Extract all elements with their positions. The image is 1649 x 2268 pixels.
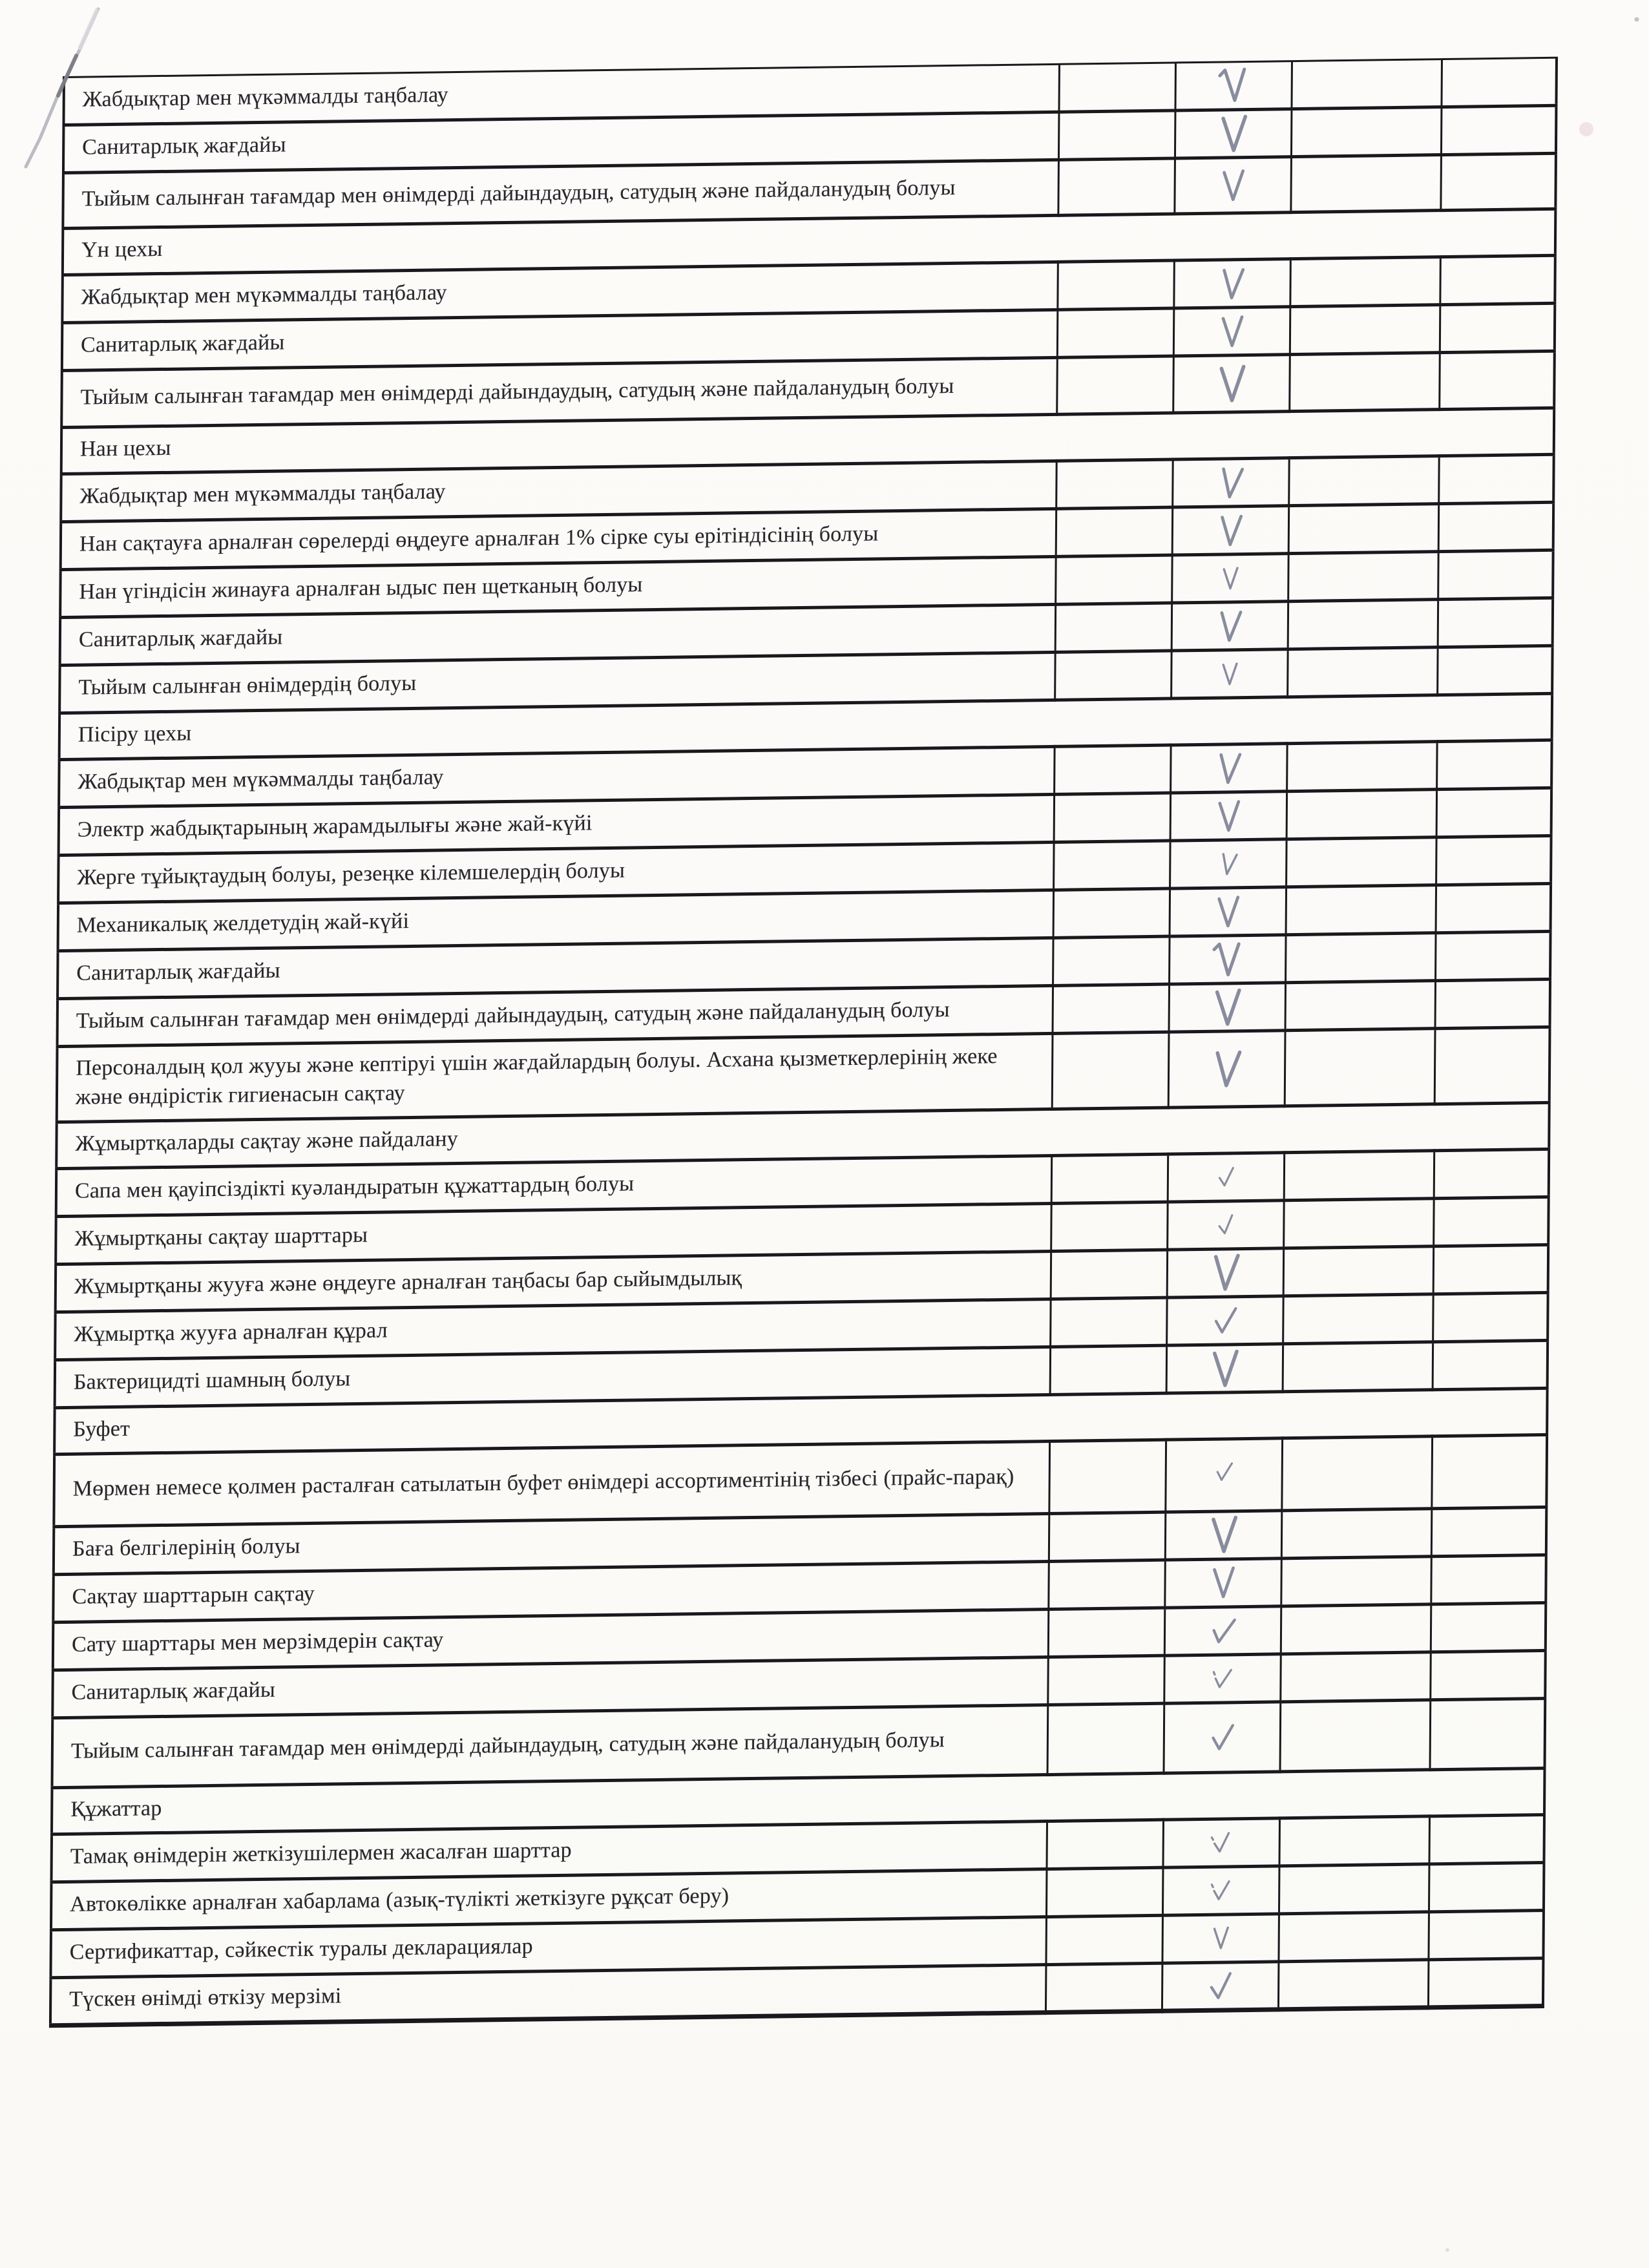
empty-cell [1283,1246,1434,1296]
checkmark-icon [1211,1831,1232,1855]
check-cell [1166,1344,1283,1393]
empty-cell [1436,740,1552,789]
empty-cell [1286,885,1436,935]
empty-cell [1440,303,1555,352]
empty-cell [1055,603,1172,652]
check-cell [1165,1438,1282,1512]
checkmark-icon [1213,1459,1235,1484]
empty-cell [1053,841,1170,890]
pen-stroke-highlight [80,10,97,48]
checkmark-icon [1216,1165,1236,1188]
empty-cell [1046,1820,1163,1869]
empty-cell [1288,504,1439,554]
section-title: Үн цехы [81,237,163,262]
check-cell [1167,1248,1284,1297]
check-cell [1173,355,1290,413]
check-cell [1162,1914,1279,1963]
check-cell [1171,649,1288,698]
empty-cell [1287,742,1437,792]
item-label: Сақтау шарттарын сақтау [72,1581,315,1609]
empty-cell [1291,59,1442,109]
section-title: Құжаттар [70,1796,162,1822]
empty-cell [1055,651,1171,700]
check-cell [1167,1201,1284,1250]
item-label: Жұмыртқаны сақтау шарттары [74,1223,368,1251]
checkmark-icon [1206,1969,1234,2002]
empty-cell [1288,600,1438,649]
check-cell [1164,1654,1281,1703]
section-title: Жұмыртқаларды сақтау және пайдалану [75,1126,459,1156]
empty-cell [1279,1864,1429,1914]
empty-cell [1439,351,1555,409]
empty-cell [1053,936,1170,985]
checkmark-icon [1205,1513,1241,1557]
dust-speck [1635,17,1639,22]
empty-cell [1437,646,1553,695]
check-cell [1165,1511,1282,1560]
empty-cell [1058,158,1175,215]
item-label: Нан үгіндісін жинауға арналған ыдыс пен щетканың болуы [79,572,643,604]
empty-cell [1433,1244,1549,1294]
empty-cell [1438,454,1554,503]
checkmark-icon [1207,1047,1246,1091]
empty-cell [1058,63,1175,112]
checkmark-icon [1214,512,1246,549]
checkmark-icon [1213,463,1248,502]
check-cell [1171,602,1288,651]
item-label: Сату шарттары мен мерзімдерін сақтау [71,1628,444,1657]
dust-speck [1445,2248,1449,2252]
checkmark-icon [1219,565,1241,591]
empty-cell [1056,507,1173,556]
section-title: Пісіру цехы [78,721,192,747]
empty-cell [1431,1507,1547,1556]
check-cell [1162,1962,1279,2011]
empty-cell [1058,110,1175,160]
empty-cell [1051,1154,1168,1203]
empty-cell [1048,1560,1165,1609]
empty-cell [1054,745,1171,794]
checkmark-icon [1213,607,1246,645]
empty-cell [1049,1512,1166,1561]
empty-cell [1056,459,1173,509]
empty-cell [1285,1029,1435,1106]
empty-cell [1291,107,1442,157]
empty-cell [1054,793,1171,842]
item-label: Тыйым салынған тағамдар мен өнімдерді дайындаудың, сатудың және пайдаланудың болуы [80,374,954,410]
empty-cell [1285,981,1436,1031]
checkmark-icon [1212,894,1243,930]
empty-cell [1436,788,1552,837]
empty-cell [1281,1509,1432,1559]
checkmark-icon [1209,986,1245,1029]
empty-cell [1053,888,1170,938]
item-label: Жерге тұйықтаудың болуы, резеңке кілемшелердің болуы [77,858,625,890]
item-label: Санитарлық жағдайы [71,1677,276,1705]
item-label: Электр жабдықтарының жарамдылығы және жай-күйі [77,811,593,842]
check-cell [1162,1818,1279,1867]
empty-cell [1283,1294,1433,1343]
item-label: Жабдықтар мен мүкәммалды таңбалау [81,280,447,310]
checkmark-icon [1217,167,1248,204]
item-label: Тамақ өнімдерін жеткізушілермен жасалған шарттар [70,1838,572,1869]
empty-cell [1283,1341,1433,1391]
empty-cell [1280,1700,1431,1772]
item-label: Механикалық желдетудің жай-күйі [76,909,410,938]
empty-cell [1431,1434,1547,1508]
item-label: Санитарлық жағдайы [80,330,285,357]
item-label: Түскен өнімді өткізу мерзімі [69,1984,342,2012]
item-label: Автокөлікке арналған хабарлама (азық-түлікті жеткізуге рұқсат беру) [70,1884,730,1916]
empty-cell [1436,835,1551,885]
checkmark-icon [1207,1721,1237,1754]
item-label: Тыйым салынған өнімдердің болуы [78,671,417,700]
check-cell [1168,1153,1285,1202]
checklist-body [50,58,1557,2025]
empty-cell [1278,1960,1429,2010]
empty-cell [1283,1198,1434,1248]
empty-cell [1431,1555,1546,1604]
empty-cell [1438,550,1553,599]
checkmark-icon [1213,362,1249,405]
check-cell [1172,506,1289,555]
checkmark-icon [1210,1665,1234,1692]
check-cell [1172,458,1289,507]
empty-cell [1045,1963,1162,2012]
check-cell [1162,1866,1279,1915]
item-label: Персоналдың қол жууы және кептіруі үшін жағдайлардың болуы. Асхана қызметкерлерінің жеке және өндірістік гигиенасын сақтау [75,1044,998,1109]
item-label: Тыйым салынған тағамдар мен өнімдерді дайындаудың, сатудың және пайдаланудың болуы [76,998,950,1033]
item-label: Нан сақтауға арналған сөрелерді өңдеуге арналған 1% сірке суы ерітіндісінің болуы [79,521,879,556]
check-cell [1175,109,1292,158]
check-cell [1166,1296,1283,1345]
check-cell [1164,1559,1281,1608]
checkmark-icon [1215,265,1248,302]
empty-cell [1290,155,1441,213]
empty-cell [1431,1602,1546,1652]
section-title: Нан цехы [79,436,171,461]
empty-cell [1441,58,1557,107]
check-cell [1170,792,1287,841]
item-label: Баға белгілерінің болуы [72,1533,300,1561]
check-cell [1170,839,1287,888]
empty-cell [1278,1912,1429,1962]
checkmark-icon [1210,1304,1239,1338]
section-title: Буфет [73,1416,131,1442]
empty-cell [1438,502,1554,551]
checkmark-icon [1215,112,1251,155]
empty-cell [1049,1440,1166,1513]
item-label: Бактерицидті шамның болуы [73,1366,351,1394]
empty-cell [1433,1340,1548,1389]
item-label: Сапа мен қауіпсіздікті куәландыратын құжаттардың болуы [74,1171,635,1203]
empty-cell [1290,257,1440,307]
check-cell [1170,744,1287,793]
empty-cell [1433,1292,1548,1341]
empty-cell [1056,356,1173,414]
item-label: Сертификаттар, сәйкестік туралы декларациялар [69,1934,533,1964]
empty-cell [1287,647,1438,697]
checkmark-icon [1210,1878,1232,1904]
empty-cell [1428,1910,1544,1959]
empty-cell [1045,1915,1162,1964]
checkmark-icon [1206,1251,1245,1294]
item-label: Жұмыртқаны жууға және өңдеуге арналған таңбасы бар сыйымдылық [74,1266,742,1299]
item-label: Мөрмен немесе қолмен расталған сатылатын буфет өнімдері ассортиментінің тізбесі (прайс-парақ) [72,1464,1014,1501]
empty-cell [1441,105,1557,154]
checklist-table [49,57,1558,2028]
empty-cell [1435,931,1551,980]
empty-cell [1053,984,1170,1033]
empty-cell [1287,790,1437,839]
item-label: Санитарлық жағдайы [76,958,280,985]
empty-cell [1429,1814,1544,1864]
empty-cell [1050,1345,1167,1394]
empty-cell [1430,1698,1546,1769]
empty-cell [1288,552,1438,602]
empty-cell [1280,1652,1431,1702]
check-cell [1169,935,1286,984]
empty-cell [1052,1032,1169,1109]
check-cell [1175,61,1292,110]
item-label: Санитарлық жағдайы [78,625,283,652]
check-cell [1170,887,1287,936]
empty-cell [1440,153,1556,210]
checkmark-icon [1206,1347,1243,1391]
checkmark-icon [1208,1564,1239,1601]
check-cell [1173,307,1290,356]
empty-cell [1428,1958,1544,2007]
checkmark-icon [1215,850,1241,878]
empty-cell [1046,1867,1163,1916]
empty-cell [1290,305,1440,355]
empty-cell [1434,1149,1549,1198]
empty-cell [1436,883,1551,932]
check-cell [1168,1031,1285,1108]
item-label: Жабдықтар мен мүкәммалды таңбалау [79,479,446,509]
empty-cell [1281,1436,1432,1511]
check-cell [1169,983,1286,1032]
item-label: Тыйым салынған тағамдар мен өнімдерді дайындаудың, сатудың және пайдаланудың болуы [81,175,956,211]
empty-cell [1281,1557,1431,1606]
empty-cell [1051,1202,1168,1251]
checkmark-icon [1213,798,1244,835]
empty-cell [1051,1250,1168,1299]
empty-cell [1430,1650,1546,1699]
checkmark-icon [1206,1613,1239,1649]
empty-cell [1047,1703,1164,1774]
check-cell [1164,1702,1281,1773]
empty-cell [1048,1608,1165,1657]
checkmark-icon [1210,1926,1232,1951]
check-cell [1164,1606,1281,1655]
empty-cell [1279,1816,1429,1866]
pink-ink-artifact [1579,122,1593,136]
checkmark-icon [1215,1212,1236,1237]
empty-cell [1433,1197,1549,1246]
empty-cell [1050,1297,1167,1347]
item-label: Санитарлық жағдайы [82,132,286,160]
empty-cell [1284,1150,1434,1200]
empty-cell [1429,1862,1544,1911]
empty-cell [1434,1027,1550,1104]
checkmark-icon [1216,313,1247,350]
empty-cell [1055,555,1172,604]
checkmark-icon [1211,940,1244,980]
empty-cell [1435,979,1551,1028]
checkmark-icon [1212,750,1246,788]
empty-cell [1440,255,1555,304]
check-cell [1174,157,1291,214]
item-label: Жабдықтар мен мүкәммалды таңбалау [82,82,448,112]
check-cell [1171,554,1288,603]
checkmark-icon [1217,65,1250,105]
empty-cell [1285,933,1436,983]
empty-cell [1281,1604,1431,1654]
empty-cell [1438,598,1553,647]
empty-cell [1289,353,1440,412]
checklist-sheet [49,57,1555,2028]
empty-cell [1057,260,1174,310]
empty-cell [1288,456,1439,506]
empty-cell [1286,837,1436,887]
item-label: Тыйым салынған тағамдар мен өнімдерді дайындаудың, сатудың және пайдаланудың болуы [70,1727,945,1763]
item-label: Жұмыртқа жууға арналған құрал [74,1318,388,1347]
checkmark-icon [1218,661,1240,687]
check-cell [1173,259,1290,308]
empty-cell [1057,308,1174,357]
item-label: Жабдықтар мен мүкәммалды таңбалау [78,765,444,794]
empty-cell [1047,1655,1164,1705]
